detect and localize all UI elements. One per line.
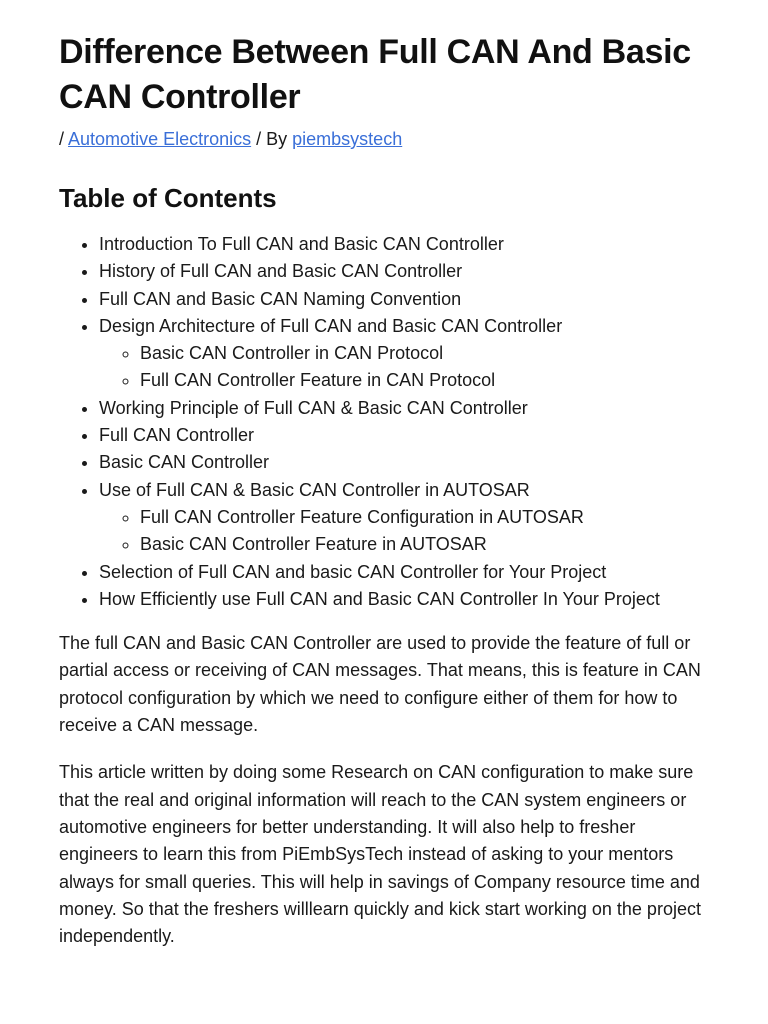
- toc-subitem: [140, 340, 710, 367]
- toc-link-autosar[interactable]: Use of Full CAN & Basic CAN Controller in AUTOSAR: [99, 479, 530, 500]
- toc-item: [99, 258, 710, 285]
- toc-link-history[interactable]: History of Full CAN and Basic CAN Controller: [99, 261, 463, 282]
- toc-link-naming-convention[interactable]: Full CAN and Basic CAN Naming Convention: [99, 288, 462, 309]
- intro-paragraph: The full CAN and Basic CAN Controller are used to provide the feature of full or partial access or receiving of CAN messages. That means, this is feature in CAN protocol configuration by which we need to configure either of them for how to receive a CAN message.: [59, 633, 701, 736]
- article-title: Difference Between Full CAN And Basic CAN Controller: [59, 33, 691, 116]
- toc-sublist-autosar: [99, 504, 710, 559]
- toc-link-design-architecture[interactable]: Design Architecture of Full CAN and Basic CAN Controller: [99, 315, 563, 336]
- toc-link-selection[interactable]: Selection of Full CAN and basic CAN Controller for Your Project: [99, 561, 607, 582]
- toc-link-full-can-controller[interactable]: Full CAN Controller: [99, 425, 255, 446]
- toc-subitem: [140, 504, 710, 531]
- toc-sublist-design: [99, 340, 710, 395]
- toc-link-working-principle[interactable]: Working Principle of Full CAN & Basic CAN Controller: [99, 397, 528, 418]
- article-purpose-paragraph: This article written by doing some Research on CAN configuration to make sure that the real and original information will reach to the CAN system engineers or automotive engineers for better understanding. It will also help to fresher engineers to learn this from PiEmbSysTech instead of asking to your mentors always for small queries. This will help in savings of Company resource time and money. So that the freshers willlearn quickly and kick start working on the project independently.: [59, 762, 701, 947]
- toc-item: [99, 477, 710, 559]
- toc-item: [99, 286, 710, 313]
- toc-link-full-can-autosar-config[interactable]: Full CAN Controller Feature Configuration in AUTOSAR: [140, 506, 584, 527]
- meta-prefix: /: [59, 129, 65, 149]
- toc-link-basic-can-controller[interactable]: Basic CAN Controller: [99, 452, 270, 473]
- toc-heading: Table of Contents: [59, 183, 277, 213]
- toc-item: [99, 313, 710, 395]
- category-link[interactable]: Automotive Electronics: [68, 129, 252, 149]
- toc-subitem: [140, 367, 710, 394]
- toc-item: [99, 422, 710, 449]
- toc-link-full-can-protocol[interactable]: Full CAN Controller Feature in CAN Protocol: [140, 370, 496, 391]
- toc-link-efficient-use[interactable]: How Efficiently use Full CAN and Basic CAN Controller In Your Project: [99, 588, 660, 609]
- toc-item: [99, 395, 710, 422]
- toc-subitem: [140, 531, 710, 558]
- toc-link-introduction[interactable]: Introduction To Full CAN and Basic CAN Controller: [99, 234, 504, 254]
- toc-item: [99, 559, 710, 586]
- toc-item: [99, 231, 710, 258]
- table-of-contents: [59, 231, 710, 613]
- toc-link-basic-can-protocol[interactable]: Basic CAN Controller in CAN Protocol: [140, 343, 444, 364]
- toc-item: [99, 586, 710, 613]
- toc-item: [99, 449, 710, 476]
- author-link[interactable]: piembsystech: [292, 129, 403, 149]
- meta-separator: / By: [256, 129, 288, 149]
- toc-link-basic-can-autosar[interactable]: Basic CAN Controller Feature in AUTOSAR: [140, 534, 487, 555]
- article-meta: [59, 127, 710, 151]
